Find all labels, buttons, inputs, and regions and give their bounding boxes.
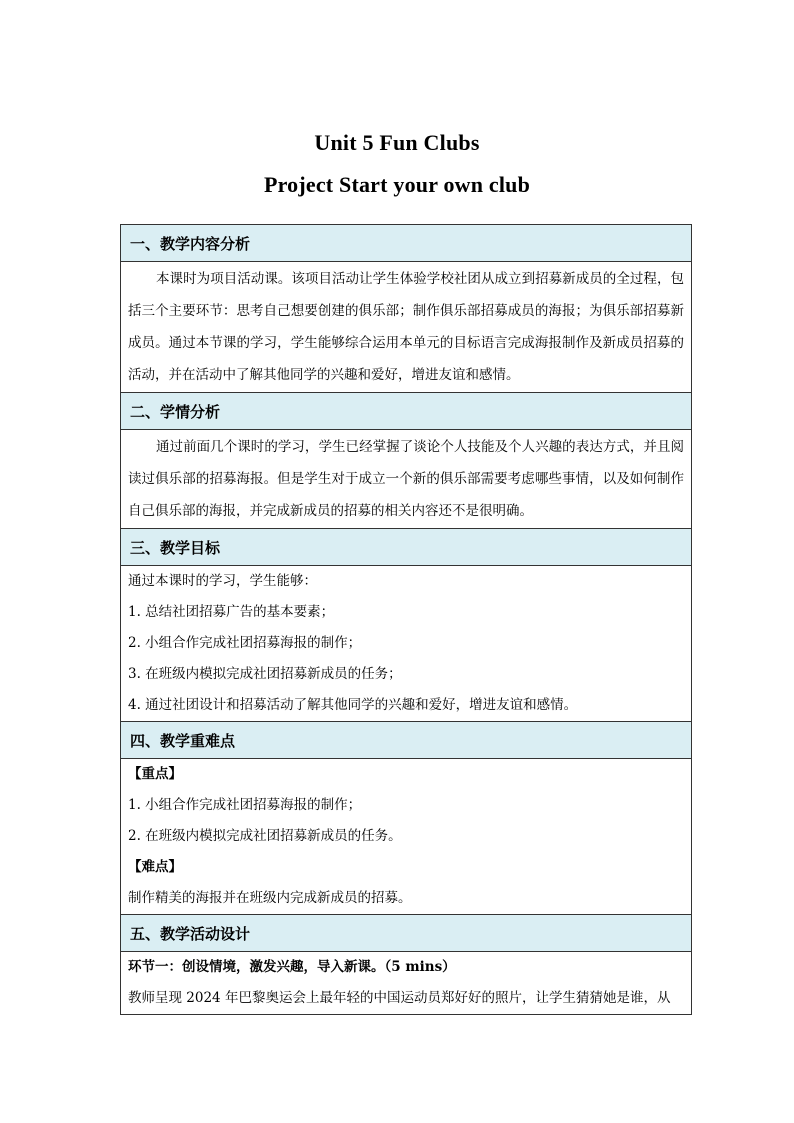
student-analysis-paragraph: 通过前面几个课时的学习，学生已经掌握了谈论个人技能及个人兴趣的表达方式，并且阅读过俱乐部的招募海报。但是学生对于成立一个新的俱乐部需要考虑哪些事情，以及如何制作自己俱乐部的海报，并完成新成员的招募的相关内容还不是很明确。	[128, 439, 684, 519]
section-body-content-analysis	[121, 262, 692, 393]
document-subtitle: Project Start your own club	[263, 172, 531, 197]
section-body-activity-design	[121, 952, 692, 1015]
activity-step-title: 环节一：创设情境，激发兴趣，导入新课。（5 mins）	[128, 959, 456, 975]
difficult-point-text: 制作精美的海报并在班级内完成新成员的招募。	[128, 890, 412, 906]
section-heading-activity-design: 五、教学活动设计	[121, 915, 692, 952]
objective-item: 4. 通过社团设计和招募活动了解其他同学的兴趣和爱好，增进友谊和感情。	[128, 697, 578, 713]
section-heading-content-analysis: 一、教学内容分析	[121, 225, 692, 262]
section-body-objectives	[121, 566, 692, 722]
key-point-item: 2. 在班级内模拟完成社团招募新成员的任务。	[128, 828, 402, 844]
objective-item: 2. 小组合作完成社团招募海报的制作；	[128, 635, 362, 651]
section-heading-objectives: 三、教学目标	[121, 529, 692, 566]
lesson-plan-table	[120, 224, 692, 1015]
section-body-key-points	[121, 759, 692, 915]
key-point-item: 1. 小组合作完成社团招募海报的制作；	[128, 797, 362, 813]
activity-step-text: 教师呈现 2024 年巴黎奥运会上最年轻的中国运动员郑好好的照片，让学生猜猜她是谁，从	[128, 990, 671, 1006]
objective-item: 1. 总结社团招募广告的基本要素；	[128, 604, 335, 620]
key-points-label: 【重点】	[128, 766, 182, 782]
section-body-student-analysis	[121, 430, 692, 529]
objective-item: 3. 在班级内模拟完成社团招募新成员的任务；	[128, 666, 402, 682]
content-analysis-paragraph: 本课时为项目活动课。该项目活动让学生体验学校社团从成立到招募新成员的全过程，包括三个主要环节：思考自己想要创建的俱乐部；制作俱乐部招募成员的海报；为俱乐部招募新成员。通过本节课的学习，学生能够综合运用本单元的目标语言完成海报制作及新成员招募的活动，并在活动中了解其他同学的兴趣和爱好，增进友谊和感情。	[128, 271, 684, 383]
objectives-intro: 通过本课时的学习，学生能够：	[128, 573, 317, 589]
section-heading-student-analysis: 二、学情分析	[121, 393, 692, 430]
document-title: Unit 5 Fun Clubs	[314, 130, 480, 155]
section-heading-key-points: 四、教学重难点	[121, 722, 692, 759]
difficult-points-label: 【难点】	[128, 859, 182, 875]
